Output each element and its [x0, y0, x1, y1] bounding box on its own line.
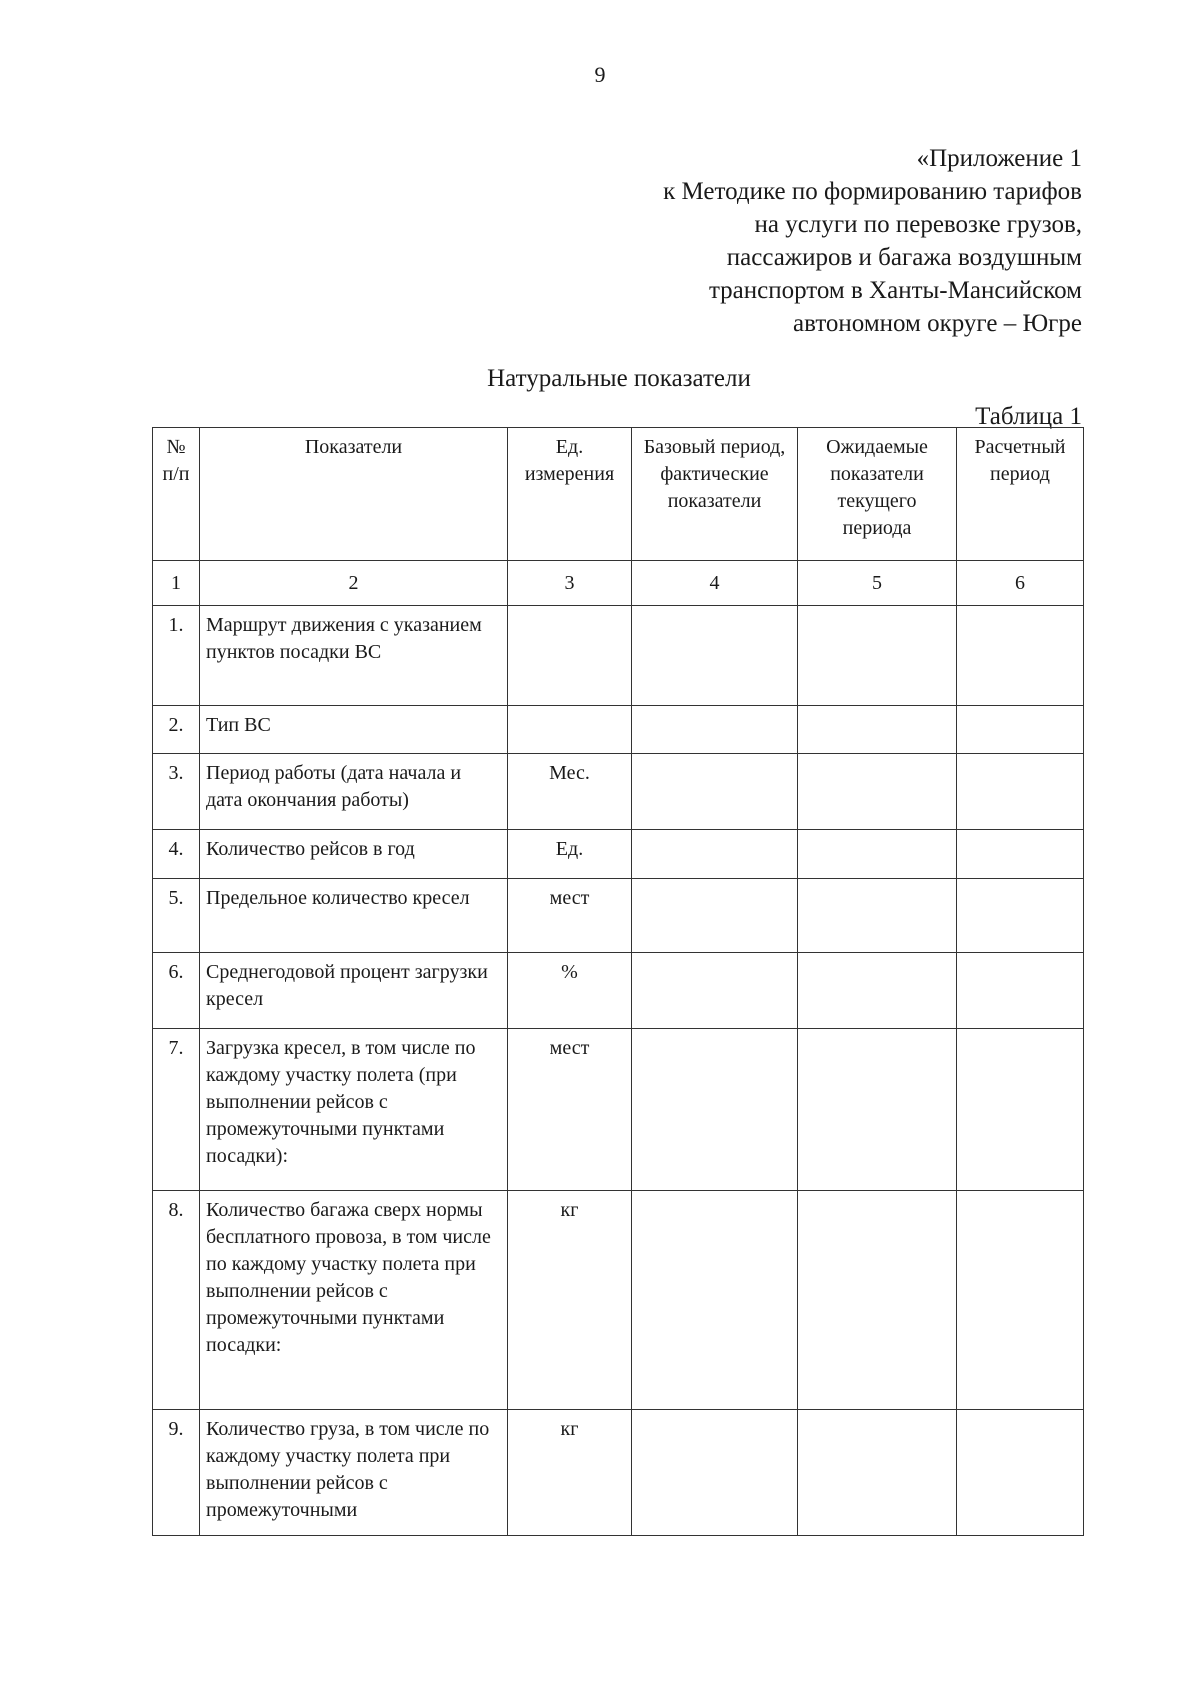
row-number: 1.	[153, 606, 200, 706]
table-header-row	[153, 428, 1084, 561]
row-cell-calculated	[957, 1029, 1084, 1191]
document-title: Натуральные показатели	[487, 365, 751, 392]
row-number: 3.	[153, 754, 200, 830]
row-unit: мест	[508, 879, 632, 953]
row-number: 8.	[153, 1191, 200, 1410]
appendix-header	[663, 142, 1082, 340]
row-unit: мест	[508, 1029, 632, 1191]
row-cell-expected	[798, 879, 957, 953]
row-indicator: Количество груза, в том числе по каждому участку полета при выполнении рейсов с промежуточными	[200, 1410, 508, 1536]
header-expected: Ожидаемые показатели текущего периода	[798, 428, 957, 561]
row-cell-base	[632, 706, 798, 754]
row-number: 4.	[153, 830, 200, 879]
row-indicator: Тип ВС	[200, 706, 508, 754]
page-number: 9	[594, 62, 606, 87]
row-cell-expected	[798, 754, 957, 830]
row-cell-base	[632, 879, 798, 953]
row-cell-base	[632, 1029, 798, 1191]
row-cell-calculated	[957, 830, 1084, 879]
row-unit	[508, 706, 632, 754]
column-number: 3	[508, 561, 632, 606]
column-number: 5	[798, 561, 957, 606]
row-cell-base	[632, 830, 798, 879]
row-indicator: Маршрут движения с указанием пунктов посадки ВС	[200, 606, 508, 706]
row-cell-expected	[798, 606, 957, 706]
row-indicator: Предельное количество кресел	[200, 879, 508, 953]
row-cell-expected	[798, 1410, 957, 1536]
table-row	[153, 1029, 1084, 1191]
appendix-line: «Приложение 1	[916, 145, 1082, 172]
row-cell-base	[632, 754, 798, 830]
row-unit: %	[508, 953, 632, 1029]
table-row	[153, 754, 1084, 830]
row-cell-base	[632, 1191, 798, 1410]
row-cell-base	[632, 953, 798, 1029]
row-indicator: Среднегодовой процент загрузки кресел	[200, 953, 508, 1029]
header-number: № п/п	[153, 428, 200, 561]
row-cell-base	[632, 606, 798, 706]
row-number: 2.	[153, 706, 200, 754]
row-number: 5.	[153, 879, 200, 953]
table-label: Таблица 1	[975, 403, 1082, 430]
table-row	[153, 879, 1084, 953]
column-number: 4	[632, 561, 798, 606]
row-cell-calculated	[957, 953, 1084, 1029]
appendix-line: к Методике по формированию тарифов	[663, 178, 1082, 205]
row-number: 6.	[153, 953, 200, 1029]
row-cell-calculated	[957, 706, 1084, 754]
row-cell-expected	[798, 953, 957, 1029]
row-cell-base	[632, 1410, 798, 1536]
table-row	[153, 953, 1084, 1029]
row-cell-calculated	[957, 606, 1084, 706]
appendix-line: транспортом в Ханты-Мансийском	[708, 277, 1082, 304]
table-row	[153, 1410, 1084, 1536]
indicators-table	[152, 427, 1084, 1536]
appendix-line: автономном округе – Югре	[793, 310, 1082, 337]
column-number: 2	[200, 561, 508, 606]
row-cell-expected	[798, 1191, 957, 1410]
row-cell-calculated	[957, 754, 1084, 830]
column-number: 1	[153, 561, 200, 606]
appendix-line: пассажиров и багажа воздушным	[726, 244, 1082, 271]
column-number: 6	[957, 561, 1084, 606]
row-unit	[508, 606, 632, 706]
row-number: 9.	[153, 1410, 200, 1536]
row-cell-calculated	[957, 1410, 1084, 1536]
header-calculated: Расчетный период	[957, 428, 1084, 561]
header-base-period: Базовый период, фактические показатели	[632, 428, 798, 561]
row-indicator: Период работы (дата начала и дата окончания работы)	[200, 754, 508, 830]
row-number: 7.	[153, 1029, 200, 1191]
row-indicator: Количество багажа сверх нормы бесплатного провоза, в том числе по каждому участку полета при выполнении рейсов с промежуточными пунктами посадки:	[200, 1191, 508, 1410]
row-cell-expected	[798, 1029, 957, 1191]
header-indicator: Показатели	[200, 428, 508, 561]
table-row	[153, 706, 1084, 754]
table-row	[153, 606, 1084, 706]
row-cell-expected	[798, 706, 957, 754]
row-indicator: Количество рейсов в год	[200, 830, 508, 879]
row-cell-calculated	[957, 1191, 1084, 1410]
appendix-line: на услуги по перевозке грузов,	[754, 211, 1082, 238]
row-unit: кг	[508, 1191, 632, 1410]
row-unit: кг	[508, 1410, 632, 1536]
header-unit: Ед. измерения	[508, 428, 632, 561]
row-indicator: Загрузка кресел, в том числе по каждому участку полета (при выполнении рейсов с промежуточными пунктами посадки):	[200, 1029, 508, 1191]
row-unit: Мес.	[508, 754, 632, 830]
row-unit: Ед.	[508, 830, 632, 879]
column-number-row	[153, 561, 1084, 606]
row-cell-expected	[798, 830, 957, 879]
table-row	[153, 830, 1084, 879]
table-row	[153, 1191, 1084, 1410]
row-cell-calculated	[957, 879, 1084, 953]
